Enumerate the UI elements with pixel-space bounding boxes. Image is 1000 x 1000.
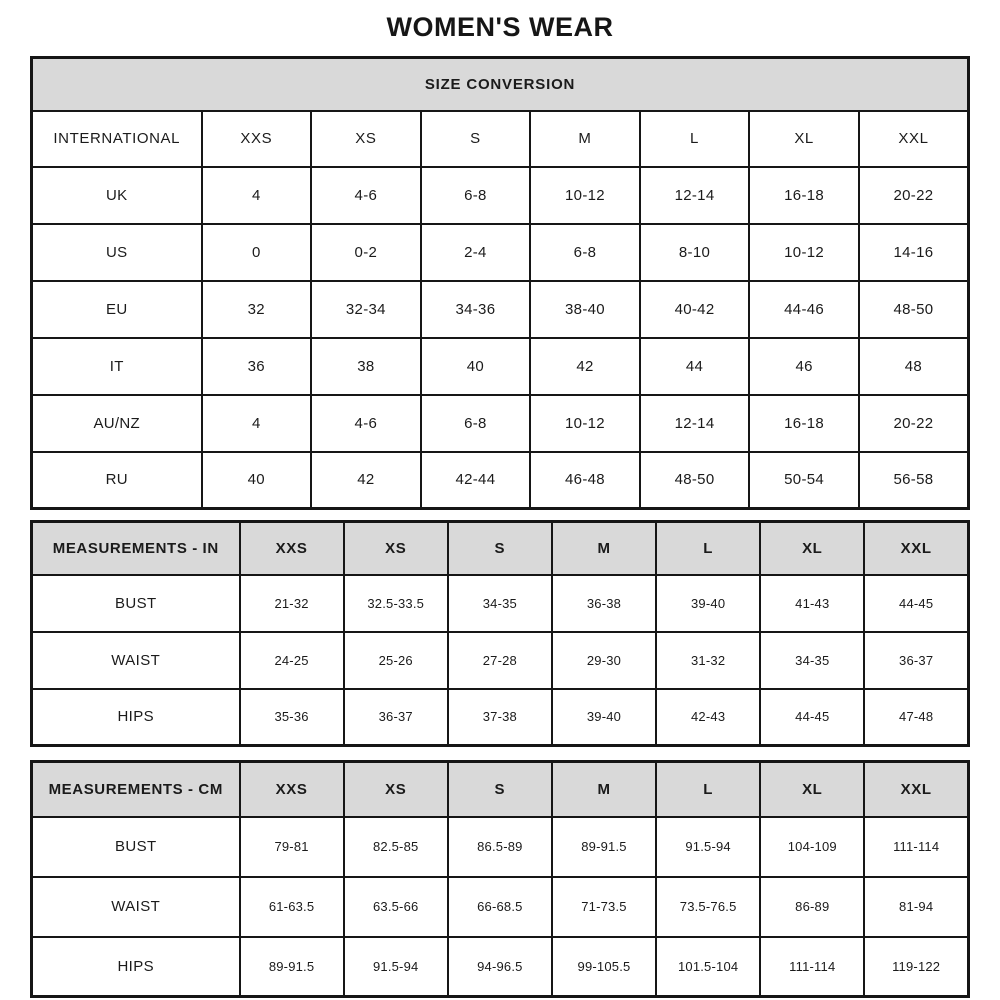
size-cell: 10-12 — [530, 167, 640, 224]
column-header-m: M — [552, 762, 656, 817]
column-header-xl: XL — [760, 522, 864, 575]
size-conversion-title: SIZE CONVERSION — [32, 58, 969, 111]
measurement-cell: 37-38 — [448, 689, 552, 746]
table-row-hips-cm — [32, 937, 969, 997]
measurements-cm-table — [30, 760, 970, 998]
row-label-us: US — [32, 224, 202, 281]
measurement-cell: 119-122 — [864, 937, 968, 997]
measurement-cell: 42-43 — [656, 689, 760, 746]
size-cell: 38-40 — [530, 281, 640, 338]
measurement-cell: 44-45 — [864, 575, 968, 632]
column-header-xl: XL — [749, 111, 859, 167]
size-cell: 6-8 — [421, 167, 531, 224]
size-cell: 12-14 — [640, 167, 750, 224]
column-header-l: L — [656, 762, 760, 817]
size-cell: 42 — [530, 338, 640, 395]
table-row-ru — [32, 452, 969, 509]
measurement-cell: 99-105.5 — [552, 937, 656, 997]
size-cell: 20-22 — [859, 395, 969, 452]
size-cell: 56-58 — [859, 452, 969, 509]
measurement-cell: 34-35 — [760, 632, 864, 689]
size-cell: 40 — [421, 338, 531, 395]
column-header-l: L — [656, 522, 760, 575]
measurements-in-table — [30, 520, 970, 747]
size-cell: 6-8 — [421, 395, 531, 452]
row-label-waist: WAIST — [32, 877, 240, 937]
column-header-xxl: XXL — [859, 111, 969, 167]
size-cell: 46 — [749, 338, 859, 395]
size-cell: 6-8 — [530, 224, 640, 281]
table-row-us — [32, 224, 969, 281]
size-cell: 42-44 — [421, 452, 531, 509]
table-row-hips-in — [32, 689, 969, 746]
size-cell: 40 — [202, 452, 312, 509]
size-cell: 8-10 — [640, 224, 750, 281]
size-cell: 14-16 — [859, 224, 969, 281]
measurement-cell: 24-25 — [240, 632, 344, 689]
size-cell: 48 — [859, 338, 969, 395]
measurement-cell: 66-68.5 — [448, 877, 552, 937]
measurement-cell: 39-40 — [552, 689, 656, 746]
measurement-cell: 111-114 — [864, 817, 968, 877]
size-cell: 20-22 — [859, 167, 969, 224]
column-header-l: L — [640, 111, 750, 167]
measurement-cell: 86.5-89 — [448, 817, 552, 877]
measurement-cell: 111-114 — [760, 937, 864, 997]
row-label-bust: BUST — [32, 575, 240, 632]
measurements-in-header-row — [32, 522, 969, 575]
row-label-eu: EU — [32, 281, 202, 338]
size-cell: 32 — [202, 281, 312, 338]
table-caption-row — [32, 58, 969, 111]
size-conversion-table — [30, 56, 970, 510]
measurement-cell: 34-35 — [448, 575, 552, 632]
column-header-xxl: XXL — [864, 522, 968, 575]
measurement-cell: 31-32 — [656, 632, 760, 689]
column-header-s: S — [448, 762, 552, 817]
measurement-cell: 36-37 — [344, 689, 448, 746]
measurement-cell: 82.5-85 — [344, 817, 448, 877]
size-cell: 10-12 — [749, 224, 859, 281]
size-cell: 38 — [311, 338, 421, 395]
measurement-cell: 73.5-76.5 — [656, 877, 760, 937]
measurement-cell: 36-37 — [864, 632, 968, 689]
size-cell: 0-2 — [311, 224, 421, 281]
size-cell: 4 — [202, 167, 312, 224]
measurement-cell: 32.5-33.5 — [344, 575, 448, 632]
row-label-it: IT — [32, 338, 202, 395]
measurement-cell: 39-40 — [656, 575, 760, 632]
measurement-cell: 21-32 — [240, 575, 344, 632]
row-label-aunz: AU/NZ — [32, 395, 202, 452]
column-header-m: M — [552, 522, 656, 575]
measurement-cell: 63.5-66 — [344, 877, 448, 937]
measurement-cell: 25-26 — [344, 632, 448, 689]
measurement-cell: 89-91.5 — [240, 937, 344, 997]
size-cell: 48-50 — [859, 281, 969, 338]
size-cell: 4 — [202, 395, 312, 452]
row-label-waist: WAIST — [32, 632, 240, 689]
column-header-xxs: XXS — [240, 762, 344, 817]
measurement-cell: 35-36 — [240, 689, 344, 746]
measurement-cell: 101.5-104 — [656, 937, 760, 997]
table-row-it — [32, 338, 969, 395]
size-cell: 50-54 — [749, 452, 859, 509]
page-title: WOMEN'S WEAR — [386, 12, 614, 42]
column-header-xxs: XXS — [240, 522, 344, 575]
row-label-ru: RU — [32, 452, 202, 509]
size-cell: 4-6 — [311, 167, 421, 224]
column-header-s: S — [421, 111, 531, 167]
measurement-cell: 71-73.5 — [552, 877, 656, 937]
measurement-cell: 86-89 — [760, 877, 864, 937]
row-label-hips: HIPS — [32, 689, 240, 746]
size-cell: 4-6 — [311, 395, 421, 452]
measurement-cell: 91.5-94 — [656, 817, 760, 877]
measurement-cell: 27-28 — [448, 632, 552, 689]
table-row-eu — [32, 281, 969, 338]
measurement-cell: 29-30 — [552, 632, 656, 689]
measurement-cell: 89-91.5 — [552, 817, 656, 877]
size-cell: 44-46 — [749, 281, 859, 338]
table-row-bust-in — [32, 575, 969, 632]
measurement-cell: 79-81 — [240, 817, 344, 877]
measurement-cell: 36-38 — [552, 575, 656, 632]
measurement-cell: 61-63.5 — [240, 877, 344, 937]
size-cell: 2-4 — [421, 224, 531, 281]
size-cell: 36 — [202, 338, 312, 395]
column-header-xl: XL — [760, 762, 864, 817]
size-header-row — [32, 111, 969, 167]
size-cell: 16-18 — [749, 395, 859, 452]
size-cell: 42 — [311, 452, 421, 509]
size-cell: 44 — [640, 338, 750, 395]
measurement-cell: 47-48 — [864, 689, 968, 746]
column-header-m: M — [530, 111, 640, 167]
table-row-waist-in — [32, 632, 969, 689]
row-label-bust: BUST — [32, 817, 240, 877]
table-row-bust-cm — [32, 817, 969, 877]
column-header-xs: XS — [311, 111, 421, 167]
size-cell: 46-48 — [530, 452, 640, 509]
column-header-xxl: XXL — [864, 762, 968, 817]
table-row-uk — [32, 167, 969, 224]
size-cell: 32-34 — [311, 281, 421, 338]
column-header-international: INTERNATIONAL — [32, 111, 202, 167]
measurement-cell: 104-109 — [760, 817, 864, 877]
column-header-xs: XS — [344, 522, 448, 575]
size-cell: 48-50 — [640, 452, 750, 509]
table-row-waist-cm — [32, 877, 969, 937]
column-header-xs: XS — [344, 762, 448, 817]
row-label-uk: UK — [32, 167, 202, 224]
size-cell: 40-42 — [640, 281, 750, 338]
measurements-cm-title: MEASUREMENTS - CM — [32, 762, 240, 817]
table-row-aunz — [32, 395, 969, 452]
row-label-hips: HIPS — [32, 937, 240, 997]
measurements-in-title: MEASUREMENTS - IN — [32, 522, 240, 575]
size-cell: 12-14 — [640, 395, 750, 452]
measurements-cm-header-row — [32, 762, 969, 817]
size-cell: 0 — [202, 224, 312, 281]
measurement-cell: 44-45 — [760, 689, 864, 746]
measurement-cell: 94-96.5 — [448, 937, 552, 997]
measurement-cell: 91.5-94 — [344, 937, 448, 997]
column-header-xxs: XXS — [202, 111, 312, 167]
size-cell: 10-12 — [530, 395, 640, 452]
measurement-cell: 81-94 — [864, 877, 968, 937]
column-header-s: S — [448, 522, 552, 575]
size-cell: 16-18 — [749, 167, 859, 224]
size-cell: 34-36 — [421, 281, 531, 338]
measurement-cell: 41-43 — [760, 575, 864, 632]
